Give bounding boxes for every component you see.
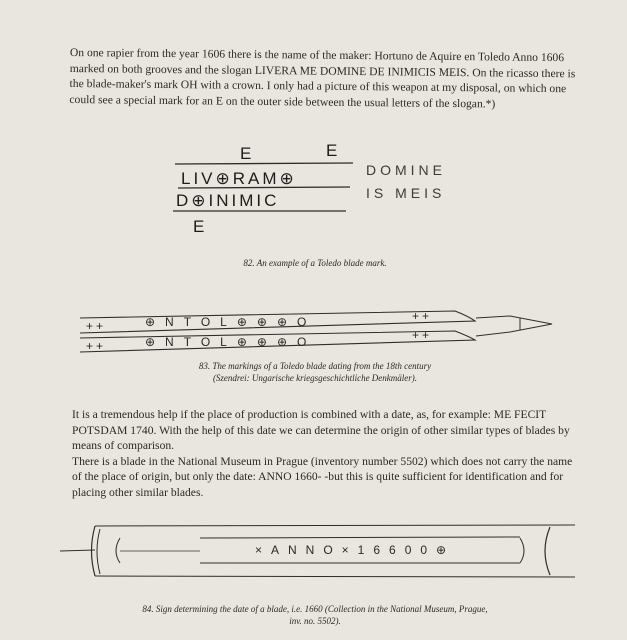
fig84-groove-text: ×ANNO×16600⊕	[255, 543, 456, 557]
fig83-left-marks-lower: ++	[86, 339, 107, 353]
fig84-caption	[80, 604, 550, 627]
fig83-groove-text-lower: ⊕NTOL⊕⊕⊕O	[145, 335, 317, 349]
fig83-left-marks-upper: ++	[86, 319, 107, 333]
intro-paragraph: On one rapier from the year 1606 there is the name of the maker: Hortuno de Aquire en Toledo Anno 1606 marked on both grooves and the slogan LIVERA ME DOMINE DE INIMICIS MEIS. On the ricasso there is the blade-maker's mark OH with a crown. I only had a picture of this weapon at my disposal, on which one could see a special mark for an E on the outer side between the usual letters of the slogan.*)	[69, 45, 576, 110]
fig83-caption-line-1: 83. The markings of a Toledo blade dating from the 18th century	[198, 361, 432, 371]
fig84-caption-line-1: 84. Sign determining the date of a blade, i.e. 1660 (Collection in the National Museum, Prague,	[142, 604, 488, 614]
fig82-caption: 82. An example of a Toledo blade mark.	[243, 258, 387, 268]
fig82-side-line-1: DOMINE	[366, 162, 446, 178]
body-paragraph-2: There is a blade in the National Museum in Prague (inventory number 5502) which does not carry the name of the place of origin, but only the date: ANNO 1660- -but this is quite sufficient for identification and for placing other similar blades.	[72, 454, 573, 499]
fig82-top-e-left: E	[240, 144, 255, 163]
fig83-right-marks-lower: ++	[412, 328, 433, 342]
fig83-right-marks-upper: ++	[412, 309, 433, 323]
fig82-top-e-right: E	[326, 141, 341, 160]
body-paragraph-1: It is a tremendous help if the place of production is combined with a date, as, for example: ME FECIT POTSDAM 1740. With the help of this date we can determine the origin of other similar types of blades by means of comparison.	[72, 408, 570, 452]
fig82-line-1: LIV⊕RAM⊕	[181, 169, 297, 188]
fig83-groove-text-upper: ⊕NTOL⊕⊕⊕O	[145, 315, 317, 329]
fig83-caption-line-2: (Szendrei: Ungarische kriegsgeschichtliche Denkmäler).	[212, 372, 418, 383]
fig82-line-2: D⊕INIMIC	[176, 191, 280, 210]
fig82-side-line-2: IS MEIS	[366, 185, 446, 201]
fig82-bottom-e: E	[193, 217, 208, 236]
fig84-caption-line-2: inv. no. 5502).	[289, 615, 341, 626]
